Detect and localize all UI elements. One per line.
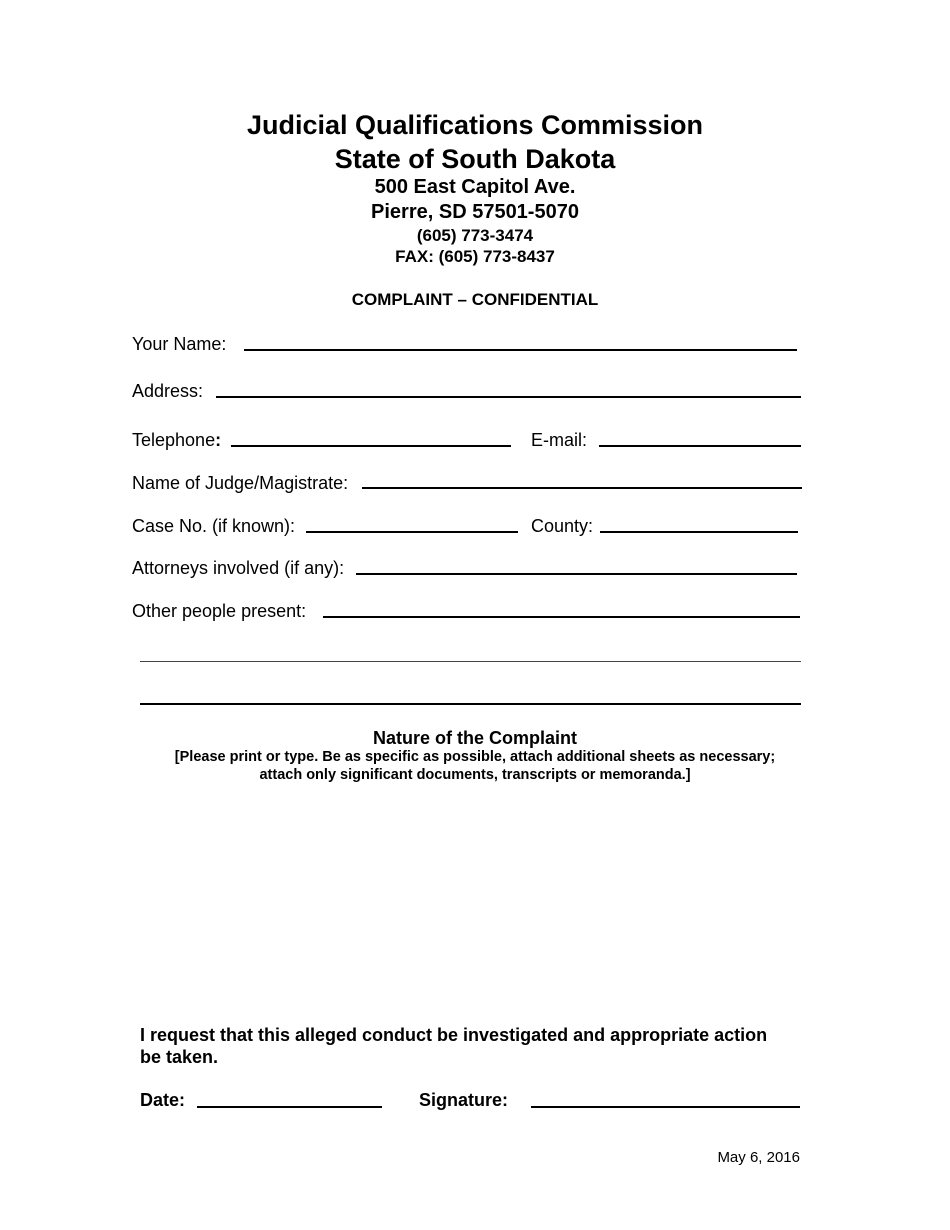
other-people-label: Other people present:: [132, 601, 307, 621]
fax-number: FAX: (605) 773-8437: [395, 247, 555, 266]
state-name: State of South Dakota: [334, 144, 616, 174]
signature-field[interactable]: [531, 1106, 800, 1108]
request-statement-line-1: I request that this alleged conduct be investigated and appropriate action: [140, 1025, 768, 1045]
attorneys-field[interactable]: [356, 573, 797, 575]
date-field[interactable]: [197, 1106, 382, 1108]
county-field[interactable]: [600, 531, 798, 533]
email-label: E-mail:: [531, 430, 588, 450]
date-label: Date:: [140, 1090, 186, 1110]
address-field[interactable]: [216, 396, 801, 398]
complaint-instructions-line-2: attach only significant documents, transcripts or memoranda.]: [259, 767, 691, 783]
your-name-label: Your Name:: [132, 334, 227, 354]
complaint-instructions-line-1: [Please print or type. Be as specific as possible, attach additional sheets as necessary;: [174, 749, 776, 765]
case-number-label: Case No. (if known):: [132, 516, 296, 536]
signature-label: Signature:: [419, 1090, 509, 1110]
other-people-field[interactable]: [323, 616, 800, 618]
form-title: COMPLAINT – CONFIDENTIAL: [351, 290, 599, 309]
other-people-continuation-line[interactable]: [140, 661, 801, 662]
county-label: County:: [531, 516, 594, 536]
city-address: Pierre, SD 57501-5070: [371, 201, 579, 223]
email-field[interactable]: [599, 445, 801, 447]
other-people-continuation-line[interactable]: [140, 703, 801, 705]
phone-number: (605) 773-3474: [416, 226, 534, 245]
org-name: Judicial Qualifications Commission: [246, 110, 704, 140]
complaint-body-area[interactable]: [140, 800, 801, 1010]
telephone-label: Telephone:: [132, 430, 222, 450]
case-number-field[interactable]: [306, 531, 518, 533]
judge-label: Name of Judge/Magistrate:: [132, 473, 349, 493]
complaint-heading: Nature of the Complaint: [372, 728, 577, 748]
address-label: Address:: [132, 381, 204, 401]
revision-date: May 6, 2016: [717, 1149, 800, 1166]
judge-field[interactable]: [362, 487, 802, 489]
attorneys-label: Attorneys involved (if any):: [132, 558, 345, 578]
request-statement-line-2: be taken.: [140, 1047, 219, 1067]
street-address: 500 East Capitol Ave.: [374, 176, 576, 198]
telephone-field[interactable]: [231, 445, 511, 447]
your-name-field[interactable]: [244, 349, 797, 351]
